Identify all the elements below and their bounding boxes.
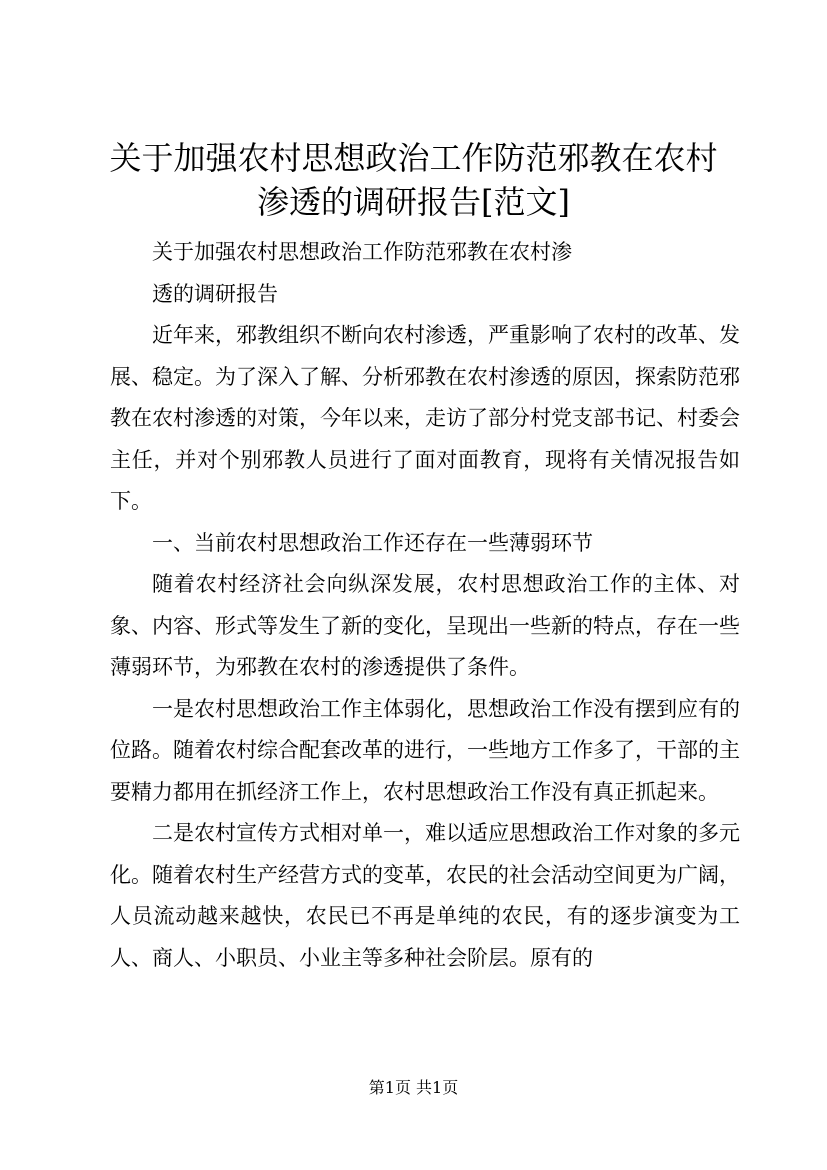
paragraph-point-2: 二是农村宣传方式相对单一，难以适应思想政治工作对象的多元化。随着农村生产经营方式的变革，农民的社会活动空间更为广阔，人员流动越来越快，农民已不再是单纯的农民，有的逐步演变为工人、商人、小职员、小业主等多种社会阶层。原有的 [110,821,740,970]
page-footer: 第1页 共1页 [368,1078,459,1097]
document-body [110,232,740,979]
paragraph-point-1: 一是农村思想政治工作主体弱化，思想政治工作没有摆到应有的位路。随着农村综合配套改革的进行，一些地方工作多了，干部的主要精力都用在抓经济工作上，农村思想政治工作没有真正抓起来。 [110,696,740,804]
paragraph-intro: 近年来，邪教组织不断向农村渗透，严重影响了农村的改革、发展、稳定。为了深入了解、分析邪教在农村渗透的原因，探索防范邪教在农村渗透的对策，今年以来，走访了部分村党支部书记、村委会主任，并对个别邪教人员进行了面对面教育，现将有关情况报告如下。 [110,323,740,513]
paragraph-section-1: 随着农村经济社会向纵深发展，农村思想政治工作的主体、对象、内容、形式等发生了新的变化，呈现出一些新的特点，存在一些薄弱环节，为邪教在农村的渗透提供了条件。 [110,572,740,679]
section-heading-1: 一、当前农村思想政治工作还存在一些薄弱环节 [152,530,593,555]
paragraph-subtitle-line-1: 关于加强农村思想政治工作防范邪教在农村渗 [152,240,572,264]
paragraph-subtitle-line-2: 透的调研报告 [152,281,278,306]
document-title: 关于加强农村思想政治工作防范邪教在农村渗透的调研报告[范文] [109,139,718,221]
